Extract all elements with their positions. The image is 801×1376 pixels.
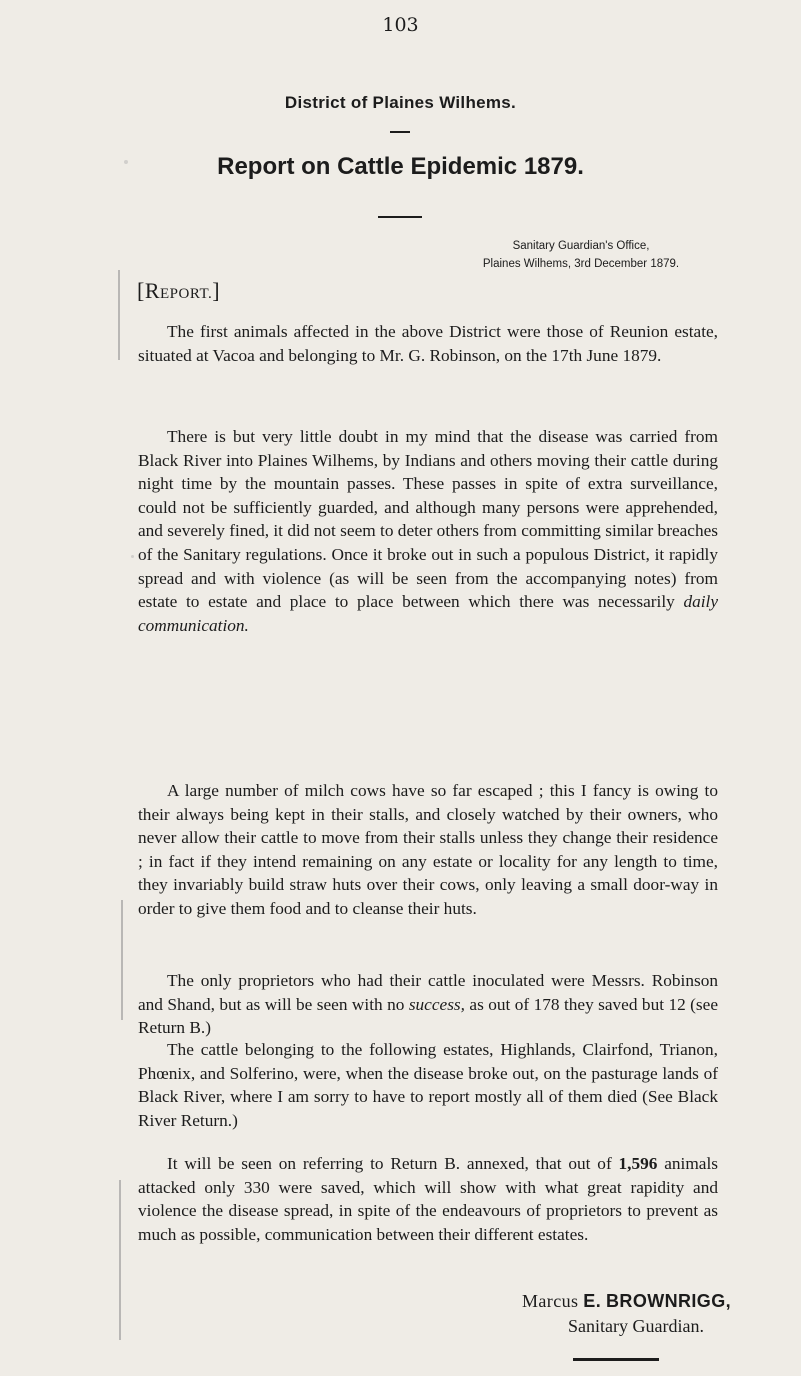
paragraph-3-text: A large number of milch cows have so far escaped ; this I fancy is owing to their always being kept in their stalls, and closely watched by their owners, who never allow their cattle to move from their stalls unless they change their residence ; in fact if they intend remaining on any estate or locality for any length to time, they invariably build straw huts over their cows, only leaving a small door-way in order to give them food and to cleanse their huts. [138, 781, 718, 918]
title-rule [378, 216, 422, 218]
signature-title: Sanitary Guardian. [568, 1316, 704, 1336]
office-line-1: Sanitary Guardian's Office, [512, 240, 650, 252]
signature-name [522, 1291, 731, 1312]
closing-rule [573, 1358, 659, 1361]
paragraph-2-italic: daily communication. [138, 592, 718, 635]
paragraph-6-text-after: animals attacked only 330 were saved, which will show with what great rapidity and violence the disease spread, in spite of the endeavours of proprietors to prevent as much as possible, communication between their different estates. [138, 1154, 718, 1244]
office-line-2: Plaines Wilhems, 3rd December 1879. [482, 258, 680, 270]
scan-edge-mark [121, 900, 123, 1020]
page-number: 103 [382, 14, 419, 36]
paragraph-1 [138, 320, 718, 367]
paragraph-4 [138, 969, 718, 1040]
report-tag [137, 278, 220, 304]
scan-speck [131, 555, 134, 558]
paragraph-5-text: The cattle belonging to the following estates, Highlands, Clairfond, Trianon, Phœnix, and Solferino, were, when the disease broke out, on the pasturage lands of Black River, where I am sorry to have to report mostly all of them died (See Black River Return.) [138, 1040, 718, 1130]
paragraph-6-bold: 1,596 [618, 1154, 658, 1173]
paragraph-6 [138, 1152, 718, 1246]
report-title: Report on Cattle Epidemic 1879. [217, 153, 584, 180]
scan-edge-mark [118, 270, 120, 360]
signature-middle: E. [583, 1291, 602, 1311]
district-heading: District of Plaines Wilhems. [284, 93, 517, 112]
report-tag-initial: R [144, 278, 161, 303]
paragraph-4-italic: success, [408, 994, 465, 1014]
paragraph-6-text-before: It will be seen on referring to Return B. annexed, that out of [167, 1154, 619, 1173]
signature-last: BROWNRIGG, [606, 1291, 732, 1311]
paragraph-4-text-after: as out of 178 they saved but 12 (see Return B.) [138, 994, 718, 1038]
paragraph-5 [138, 1038, 718, 1132]
paragraph-3 [138, 779, 718, 921]
report-tag-rest: EPORT. [160, 286, 213, 302]
report-tag-open: [ [137, 278, 145, 303]
paragraph-1-text: The first animals affected in the above District were those of Reunion estate, situated at Vacoa and belonging to Mr. G. Robinson, on the 17th June 1879. [138, 322, 718, 365]
office-address [426, 237, 736, 273]
paragraph-2-text: There is but very little doubt in my mind that the disease was carried from Black River into Plaines Wilhems, by Indians and others moving their cattle during night time by the mountain passes. These passes in spite of extra surveillance, could not be sufficiently guarded, and although many persons were apprehended, and severely fined, it did not seem to deter others from committing similar breaches of the Sanitary regulations. Once it broke out in such a populous District, it rapidly spread and with violence (as will be seen from the accompanying notes) from estate to estate and place to place between which there was necessarily [138, 427, 718, 612]
paragraph-2 [138, 425, 718, 637]
signature-first: Marcus [522, 1291, 579, 1311]
report-tag-close: ] [212, 278, 221, 303]
paragraph-4-text-before: The only proprietors who had their cattle inoculated were Messrs. Robinson and Shand, but as will be seen with no [138, 971, 718, 1014]
scan-edge-mark [119, 1180, 121, 1340]
short-rule [390, 131, 410, 133]
